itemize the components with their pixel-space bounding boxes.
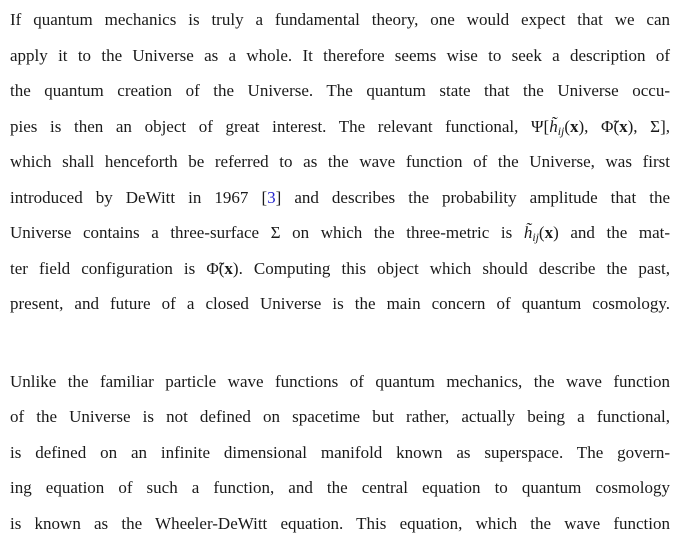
text-segment: ), [578, 116, 602, 136]
text-segment: ( [538, 223, 545, 242]
text-segment: x [619, 116, 628, 136]
text-line [10, 144, 670, 180]
text-segment: present, and future of a closed Universe is the main concern of quantum cosmology. [10, 294, 670, 313]
text-segment: Σ [270, 223, 281, 242]
text-line [10, 399, 670, 435]
text-line [10, 109, 670, 145]
text-line [10, 506, 670, 542]
text-segment: introduced by DeWitt in 1967 [ [10, 187, 268, 207]
text-segment: ing equation of such a function, and the central equation to quantum cosmology [10, 478, 670, 497]
text-line [10, 251, 670, 287]
text-line [10, 435, 670, 471]
text-segment: ( [564, 116, 570, 136]
text-segment: If quantum mechanics is truly a fundamental theory, one would expect that we can [10, 10, 670, 29]
text-line [10, 180, 670, 216]
text-line [10, 73, 670, 109]
text-segment: x [570, 116, 579, 136]
text-segment: and the mat- [558, 223, 671, 242]
paragraph-wave-function-intro [10, 2, 670, 322]
text-segment: is known as the Wheeler-DeWitt equation. This equation, which the wave function [10, 513, 670, 533]
text-line [10, 470, 670, 506]
text-segment: pies is then an object of great interest. The relevant functional, [10, 116, 531, 136]
text-segment: ), Σ], [627, 116, 670, 136]
text-line [10, 215, 670, 251]
text-segment: ij [557, 123, 565, 138]
text-segment: on which the three-metric is [280, 223, 524, 242]
text-segment: which shall henceforth be referred to as the wave function of the Universe, was first [10, 152, 670, 171]
citation-link-3[interactable]: 3 [267, 187, 276, 207]
text-segment: x [544, 223, 554, 242]
text-segment: ij [532, 229, 539, 244]
text-line [10, 286, 670, 322]
paragraph-superspace-wdw [10, 364, 670, 542]
text-segment: Φ̃( [601, 116, 620, 136]
text-segment: ) [232, 258, 239, 278]
text-segment: ] and describes the probability amplitude that the [275, 187, 670, 207]
text-segment: of the Universe is not defined on spacetime but rather, actually being a functional, [10, 407, 670, 426]
text-line [10, 2, 670, 38]
text-line [10, 364, 670, 400]
text-segment: the quantum creation of the Universe. The quantum state that the Universe occu- [10, 81, 670, 100]
text-segment: ter field configuration is [10, 258, 207, 278]
text-segment: apply it to the Universe as a whole. It therefore seems wise to seek a description of [10, 45, 670, 65]
text-segment: . Computing this object which should describe the past, [238, 258, 670, 278]
text-segment: h̃ [523, 223, 533, 242]
text-segment: h̃ [549, 116, 558, 136]
text-segment: is defined on an infinite dimensional manifold known as superspace. The govern- [10, 442, 670, 462]
text-segment: ) [553, 223, 559, 242]
text-segment: Universe contains a three-surface [10, 223, 271, 242]
text-segment: Ψ[ [531, 116, 550, 136]
text-segment: Unlike the familiar particle wave functions of quantum mechanics, the wave function [10, 371, 670, 391]
text-line [10, 38, 670, 74]
text-segment: x [224, 258, 233, 278]
text-segment: Φ̃( [206, 258, 225, 278]
